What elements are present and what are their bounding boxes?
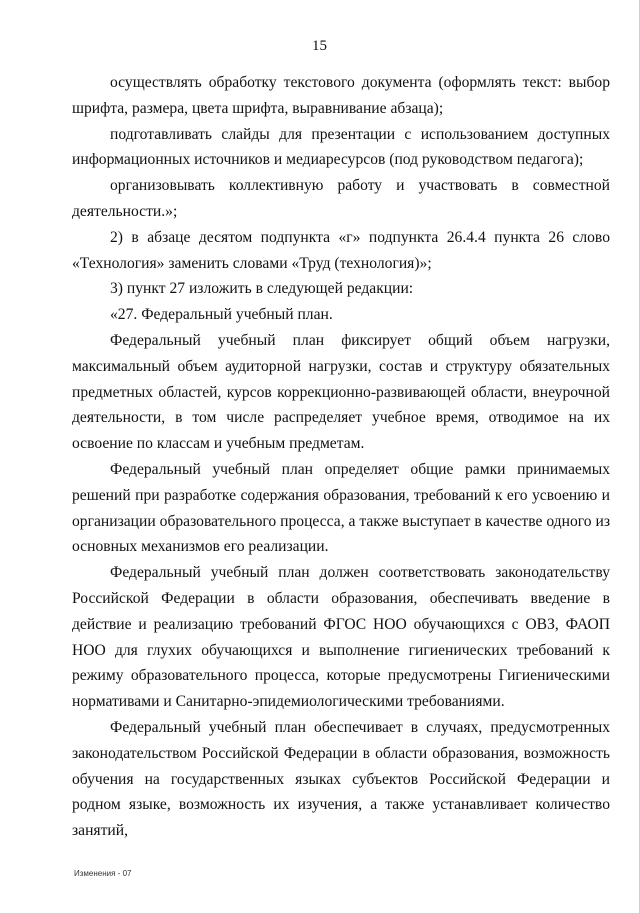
paragraph: «27. Федеральный учебный план.: [110, 306, 333, 324]
paragraph: осуществлять обработку текстового документа (оформлять текст: выбор шрифта, размера, цвета шрифта, выравнивание абзаца);: [72, 74, 610, 117]
paragraph: 3) пункт 27 изложить в следующей редакции:: [110, 280, 414, 298]
paragraph: Федеральный учебный план определяет общие рамки принимаемых решений при разработке содержания образования, требований к его усвоению и организации образовательного процесса, а также выступает в качестве одного из основных механизмов его реализации.: [72, 460, 610, 556]
paragraph: организовывать коллективную работу и участвовать в совместной деятельности.»;: [72, 177, 610, 220]
paragraph: Федеральный учебный план обеспечивает в случаях, предусмотренных законодательством Российской Федерации в области образования, возможность обучения на государственных языках субъектов Российской Федерации и родном языке, возможность их изучения, а также устанавливает количество занятий,: [72, 718, 610, 840]
paragraph: подготавливать слайды для презентации с использованием доступных информационных источников и медиаресурсов (под руководством педагога);: [72, 125, 610, 169]
document-body: [72, 70, 610, 844]
paragraph: Федеральный учебный план должен соответствовать законодательству Российской Федерации в области образования, обеспечивать введение в действие и реализацию требований ФГОС НОО обучающихся с ОВЗ, ФАОП НОО для глухих обучающихся и выполнение гигиенических требований к режиму образовательного процесса, которые предусмотрены Гигиеническими нормативами и Санитарно-эпидемиологическими требованиями.: [72, 564, 610, 711]
paragraph: 2) в абзаце десятом подпункта «г» подпункта 26.4.4 пункта 26 слово «Технология» заменить словами «Труд (технология)»;: [72, 228, 610, 272]
footer-note: Изменения - 07: [74, 869, 132, 878]
paragraph: Федеральный учебный план фиксирует общий объем нагрузки, максимальный объем аудиторной нагрузки, состав и структуру обязательных предметных областей, курсов коррекционно-развивающей области, внеурочной деятельности, в том числе распределяет учебное время, отводимое на их освоение по классам и учебным предметам.: [72, 331, 610, 453]
page-number: 15: [312, 38, 327, 54]
